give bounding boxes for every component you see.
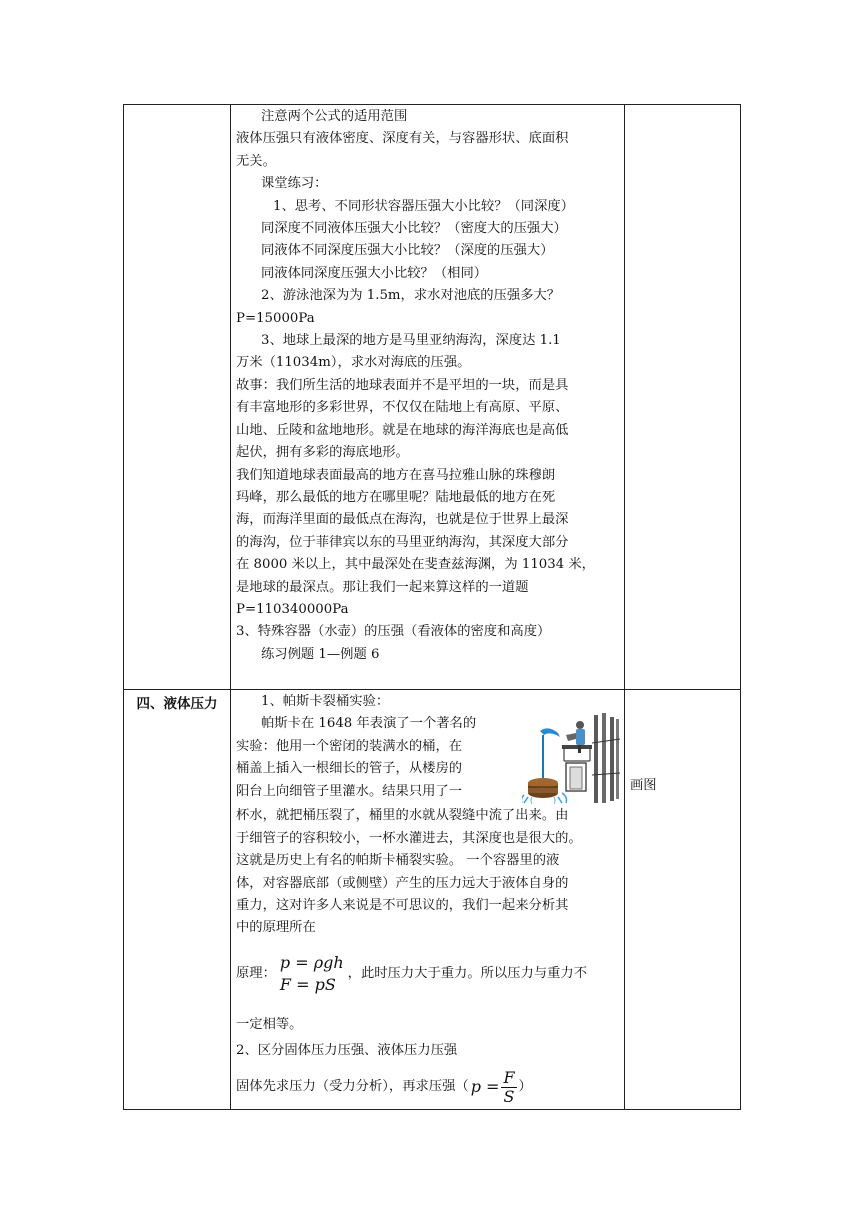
section-cell — [124, 690, 231, 1110]
table-row — [124, 690, 741, 1110]
principle-label: 原理： — [236, 965, 276, 981]
fraction-f-over-s — [501, 1069, 516, 1106]
solid-after: ） — [518, 1079, 532, 1095]
content-line: 起伏，拥有多彩的海底地形。 — [236, 445, 409, 461]
table-row — [124, 105, 741, 690]
content-line: 的海沟，位于菲律宾以东的马里亚纳海沟，其深度大部分 — [236, 534, 569, 550]
pascal-line: 中的原理所在 — [236, 920, 316, 936]
principle-after: ，此时压力大于重力。所以压力与重力不 — [347, 965, 588, 981]
content-cell — [231, 690, 625, 1110]
fraction-denominator: S — [503, 1087, 515, 1107]
content-line: 无关。 — [236, 153, 276, 169]
pascal-line: 阳台上向细管子里灌水。结果只用了一 — [236, 783, 463, 799]
formula-pressure: p = ρgh — [279, 952, 344, 972]
principle-line — [236, 940, 624, 1008]
solid-before: 固体先求压力（受力分析），再求压强（ — [236, 1079, 469, 1095]
content-line: 玛峰，那么最低的地方在哪里呢？陆地最低的地方在死 — [236, 489, 556, 505]
pascal-title: 1、帕斯卡裂桶实验： — [261, 694, 390, 709]
pascal-text-rest — [236, 805, 624, 939]
content-line: 2、游泳池深为为 1.5m，求水对池底的压强多大？ — [261, 288, 561, 304]
content-line: 液体压强只有液体密度、深度有关，与容器形状、底面积 — [236, 131, 569, 147]
pascal-line: 实验：他用一个密闭的装满水的桶，在 — [236, 738, 463, 754]
pascal-section — [231, 690, 624, 1109]
content-line: 同液体同深度压强大小比较？（相同） — [261, 265, 488, 281]
content-line: 万米（11034m），求水对海底的压强。 — [236, 355, 471, 371]
content-line: 练习例题 1—例题 6 — [261, 646, 380, 662]
solid-p: p = — [470, 1077, 500, 1097]
pascal-line: 重力，这对许多人来说是不可思议的，我们一起来分析其 — [236, 898, 569, 914]
content-line: 课堂练习： — [261, 176, 328, 192]
content-line: P=15000Pa — [236, 310, 315, 326]
content-lines — [231, 105, 624, 666]
content-line: 是地球的最深点。那让我们一起来算这样的一道题 — [236, 579, 529, 595]
content-line: 3、地球上最深的地方是马里亚纳海沟，深度达 1.1 — [261, 333, 561, 349]
note-cell — [625, 690, 741, 1110]
content-line: 1、思考、不同形状容器压强大小比较？（同深度） — [273, 198, 574, 214]
pascal-line: 帕斯卡在 1648 年表演了一个著名的 — [261, 716, 477, 732]
fraction-numerator: F — [503, 1068, 515, 1088]
content-line: 故事：我们所生活的地球表面并不是平坦的一块，而是具 — [236, 377, 569, 393]
pascal-line: 桶盖上插入一根细长的管子，从楼房的 — [236, 761, 463, 777]
content-line: 3、特殊容器（水壶）的压强（看液体的密度和高度） — [236, 624, 551, 640]
content-line: 我们知道地球表面最高的地方在喜马拉雅山脉的珠穆朗 — [236, 467, 556, 483]
pascal-barrel-illustration — [522, 713, 622, 805]
lesson-table — [123, 104, 741, 1110]
item-2: 2、区分固体压力压强、液体压力压强 — [236, 1043, 458, 1059]
content-line: 海，而海洋里面的最低点在海沟，也就是位于世界上最深 — [236, 512, 569, 528]
pascal-line: 于细管子的容积较小，一杯水灌进去，其深度也是很大的。 — [236, 830, 582, 846]
content-line: 注意两个公式的适用范围 — [261, 109, 408, 124]
pascal-line: 这就是历史上有名的帕斯卡桶裂实验。 一个容器里的液 — [236, 853, 560, 869]
principle-formulas — [280, 952, 344, 996]
section-cell-empty — [124, 105, 231, 690]
content-line: 有丰富地形的多彩世界，不仅仅在陆地上有高原、平原、 — [236, 400, 569, 416]
section-heading: 四、液体压力 — [136, 696, 218, 712]
content-cell — [231, 105, 625, 690]
pascal-line: 体，对容器底部（或侧壁）产生的压力远大于液体自身的 — [236, 875, 569, 891]
content-line: 同深度不同液体压强大小比较？（密度大的压强大） — [261, 221, 567, 237]
content-line: 在 8000 米以上，其中最深处在斐查兹海渊，为 11034 米， — [236, 557, 595, 573]
formula-force: F = pS — [279, 974, 336, 994]
solid-pressure-line — [236, 1067, 624, 1109]
principle-end: 一定相等。 — [236, 1016, 303, 1032]
note-cell-empty — [625, 105, 741, 690]
content-line: 山地、丘陵和盆地地形。就是在地球的海洋海底也是高低 — [236, 422, 569, 438]
content-line: P=110340000Pa — [236, 601, 349, 617]
note-text: 画图 — [630, 778, 657, 793]
content-line: 同液体不同深度压强大小比较？（深度的压强大） — [261, 243, 554, 259]
pascal-line: 杯水，就把桶压裂了，桶里的水就从裂缝中流了出来。由 — [236, 808, 569, 824]
